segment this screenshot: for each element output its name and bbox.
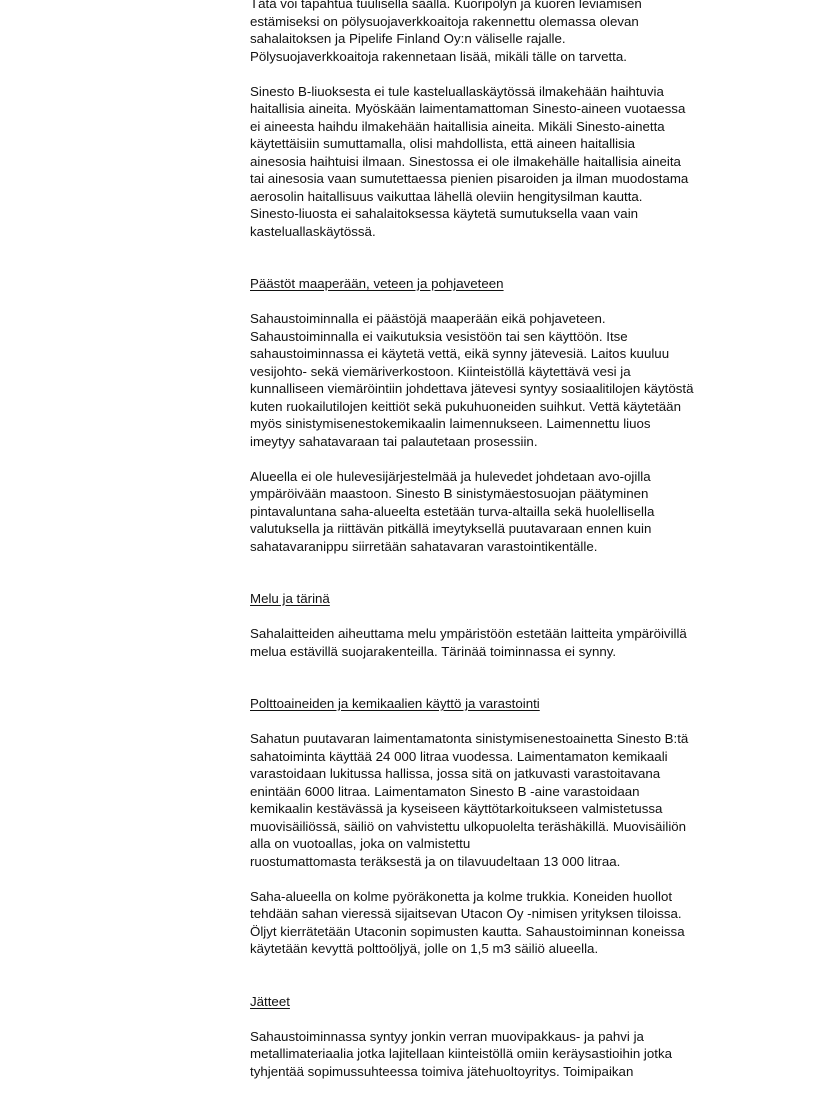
text-line: kemikaalin kestävässä ja kyseiseen käyttötarkoitukseen valmistetussa [250,801,663,816]
text-line: muovisäiliössä, säiliö on vahvistettu ulkopuolelta teräshäkillä. Muovisäiliön [250,818,687,834]
text-line: pintavaluntana saha-alueelta estetään turva-altailla sekä huolellisella [250,503,655,519]
text-line: sahaustoiminnassa ei käytetä vettä, eikä synny jätevesiä. Laitos kuuluu [250,346,670,361]
text-line: tehdään sahan vieressä sijaitsevan Utacon Oy -nimisen yrityksen tiloissa. [250,906,682,921]
section-spacer [250,678,750,696]
text-line: metallimateriaalia jotka lajitellaan kiinteistöllä omiin keräysastioihin jotka [250,1046,673,1061]
section-heading-chemicals: Polttoaineiden ja kemikaalien käyttö ja varastointi [250,696,540,711]
text-line: ympäröivään maastoon. Sinesto B sinistymäestosuojan päätyminen [250,486,649,501]
text-line: melua estävillä suojarakenteilla. Tärinää toiminnassa ei synny. [250,643,617,659]
paragraph-dust-screen [250,0,750,65]
paragraph-chemical-storage [250,730,750,870]
text-line: Öljyt kierrätetään Utaconin sopimusten kautta. Sahaustoiminnan koneissa [250,923,685,939]
text-line: valutuksella ja riittävän pitkällä imeytyksellä puutavaraan ennen kuin [250,521,652,536]
text-line: sahalaitoksen ja Pipelife Finland Oy:n väliselle rajalle. [250,31,566,46]
text-line: tyhjentää sopimussuhteessa toimiva jätehuoltoyritys. Toimipaikan [250,1063,634,1079]
text-line: Sinesto-liuosta ei sahalaitoksessa käytetä sumutuksella vaan vain [250,206,639,221]
text-line: sahatoiminta käyttää 24 000 litraa vuodessa. Laimentamaton kemikaali [250,748,668,764]
text-line: ruostumattomasta teräksestä ja on tilavuudeltaan 13 000 litraa. [250,853,621,869]
text-line: imeytyy sahatavaraan tai palautetaan prosessiin. [250,433,538,449]
paragraph-sinesto-evaporation [250,83,750,241]
text-line: Sahaustoiminnalla ei päästöjä maaperään eikä pohjaveteen. [250,311,606,326]
text-line: Tätä voi tapahtua tuulisella säällä. Kuoripölyn ja kuoren leviämisen [250,0,642,11]
text-line: ei aineesta haihdu ilmakehään haitallisia aineita. Mikäli Sinesto-ainetta [250,118,665,134]
text-line: alla on vuotoallas, joka on valmistettu [250,836,471,851]
section-spacer [250,258,750,276]
text-line: Pölysuojaverkkoaitoja rakennetaan lisää, mikäli tälle on tarvetta. [250,48,627,64]
document-page [250,0,750,1098]
text-line: käytettäisiin sumuttamalla, olisi mahdollista, että aineen haitallisia [250,136,636,151]
section-heading-noise: Melu ja tärinä [250,591,330,606]
text-line: kuten ruokailutilojen keittiöt sekä pukuhuoneiden suihkut. Vettä käytetään [250,398,681,414]
text-line: sahatavaranippu siirretään sahatavaran varastointikentälle. [250,538,598,554]
paragraph-waste [250,1028,750,1081]
paragraph-noise [250,625,750,660]
paragraph-machinery [250,888,750,958]
text-line: kasteluallaskäytössä. [250,223,376,239]
text-line: ainesosia haihtuisi ilmaan. Sinestossa ei ole ilmakehälle haitallisia aineita [250,153,681,169]
section-heading-waste: Jätteet [250,993,290,1009]
text-line: kunnalliseen viemäröintiin johdettava jätevesi syntyy sosiaalitilojen käytöstä [250,381,694,396]
paragraph-stormwater [250,468,750,556]
paragraph-emissions-soil [250,310,750,450]
section-spacer [250,975,750,993]
text-line: Sinesto B-liuoksesta ei tule kasteluallaskäytössä ilmakehään haihtuvia [250,83,664,99]
text-line: haitallisia aineita. Myöskään laimentamattoman Sinesto-aineen vuotaessa [250,101,686,116]
section-heading-emissions: Päästöt maaperään, veteen ja pohjaveteen [250,276,504,291]
text-line: käytetään kevyttä polttoöljyä, jolle on 1,5 m3 säiliö alueella. [250,941,599,956]
text-line: myös sinistymisenestokemikaalin laimennukseen. Laimennettu liuos [250,416,651,431]
text-line: Sahalaitteiden aiheuttama melu ympäristöön estetään laitteita ympäröivillä [250,626,687,641]
section-spacer [250,573,750,591]
text-line: Sahaustoiminnassa syntyy jonkin verran muovipakkaus- ja pahvi ja [250,1028,644,1044]
text-line: vesijohto- sekä viemäriverkostoon. Kiinteistöllä käytettävä vesi ja [250,363,631,379]
text-line: varastoidaan lukitussa hallissa, jossa sitä on jatkuvasti varastoitavana [250,766,661,781]
text-line: enintään 6000 litraa. Laimentamaton Sinesto B -aine varastoidaan [250,783,640,799]
text-line: Sahaustoiminnalla ei vaikutuksia vesistöön tai sen käyttöön. Itse [250,328,628,344]
text-line: tai ainesosia vaan sumutettaessa pienien pisaroiden ja ilman muodostama [250,171,689,186]
text-line: aerosolin haitallisuus vaikuttaa lähellä oleviin hengitysilman kautta. [250,188,643,204]
text-line: Sahatun puutavaran laimentamatonta sinistymisenestoainetta Sinesto B:tä [250,731,689,746]
text-line: Alueella ei ole hulevesijärjestelmää ja hulevedet johdetaan avo-ojilla [250,468,651,484]
text-line: Saha-alueella on kolme pyöräkonetta ja kolme trukkia. Koneiden huollot [250,888,673,904]
text-line: estämiseksi on pölysuojaverkkoaitoja rakennettu olemassa olevan [250,13,639,29]
